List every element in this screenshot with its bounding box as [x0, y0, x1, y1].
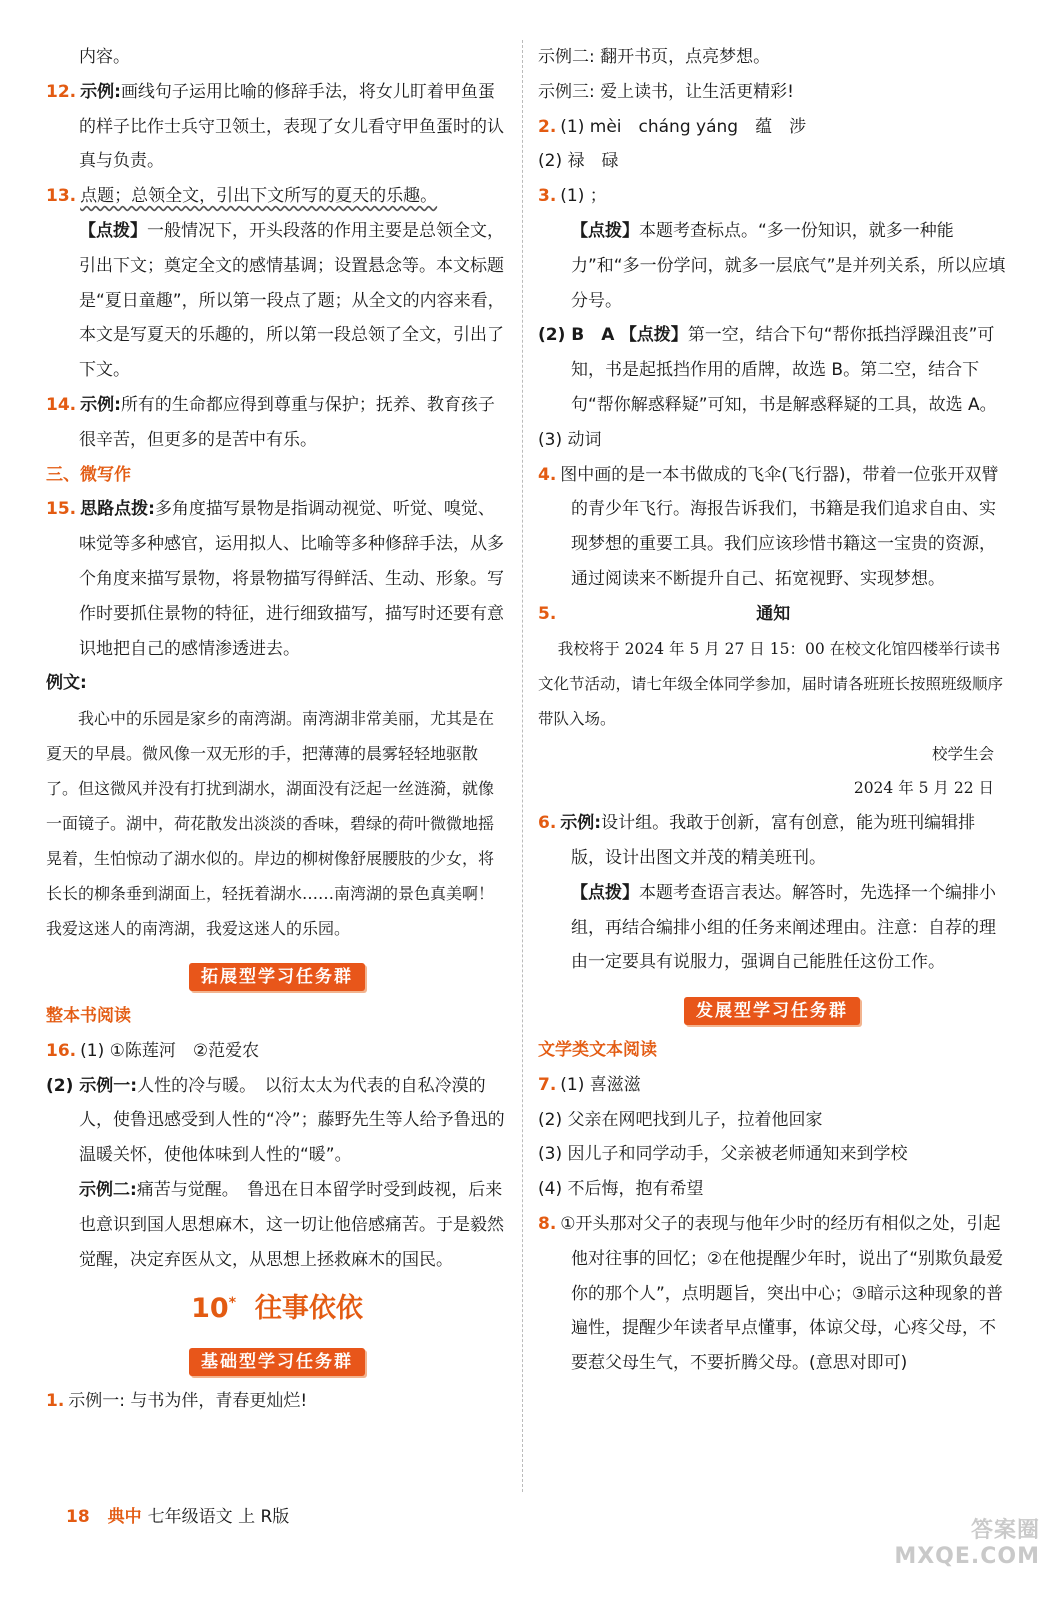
- notice-body: [538, 632, 1006, 737]
- banner-develop: 发展型学习任务群: [684, 997, 860, 1025]
- question-2-part-2: (2) 禄 碌: [538, 151, 619, 172]
- section-heading-micro-writing: 三、微写作: [46, 464, 131, 485]
- page-number: 18: [66, 1507, 90, 1527]
- question-8: [538, 1207, 1006, 1381]
- question-14: [46, 388, 508, 458]
- column-divider: [522, 40, 523, 1492]
- question-number: 3.: [538, 186, 557, 207]
- tip-label: 【点拨】: [571, 882, 639, 903]
- text-line: 内容。: [79, 47, 130, 67]
- question-16-part-2: [46, 1069, 508, 1173]
- answer-label: (2) 示例一:: [46, 1075, 138, 1096]
- question-number: 14.: [46, 394, 77, 415]
- question-number: 4.: [538, 464, 557, 485]
- answer-text: 图中画的是一本书做成的飞伞(飞行器)，带着一位张开双臂的青少年飞行。海报告诉我们，书籍是我们追求自由、实现梦想的重要工具。我们应该珍惜书籍这一宝贵的资源，通过阅读来不断提升自己、拓宽视野、实现梦想。: [560, 464, 999, 589]
- answer-text: 多角度描写景物是指调动视觉、听觉、嗅觉、味觉等多种感官，运用拟人、比喻等多种修辞手法，从多个角度来描写景物，将景物描写得鲜活、生动、形象。写作时要抓住景物的特征，进行细致描写，描写时还要有意识地把自己的感情渗透进去。: [79, 499, 504, 659]
- answer-label: 示例:: [560, 813, 602, 834]
- answer-text: (1) ；: [560, 186, 607, 207]
- question-12: [46, 75, 508, 179]
- banner-basic: 基础型学习任务群: [189, 1348, 365, 1376]
- banner-expand: 拓展型学习任务群: [189, 963, 365, 991]
- page-footer: [66, 1500, 289, 1534]
- question-16: [46, 1034, 508, 1069]
- subheading-whole-book: 整本书阅读: [46, 1005, 131, 1026]
- banner-basic-wrap: [46, 1345, 508, 1380]
- answer-text: 点题；总领全文，引出下文所写的夏天的乐趣。: [80, 186, 438, 207]
- left-column: [46, 40, 508, 1419]
- question-7-part-4: (4) 不后悔，抱有希望: [538, 1179, 704, 1200]
- question-4: [538, 458, 1006, 597]
- question-15: [46, 492, 508, 666]
- question-number: 7.: [538, 1074, 557, 1095]
- tip-6: [538, 876, 1006, 980]
- question-7-part-2: (2) 父亲在网吧找到儿子，拉着他回家: [538, 1109, 823, 1130]
- answer-text: 痛苦与觉醒。 鲁迅在日本留学时受到歧视，后来也意识到国人思想麻木，这一切让他倍感痛苦。于是毅然觉醒，决定弃医从文，从思想上拯救麻木的国民。: [79, 1179, 504, 1270]
- question-number: 16.: [46, 1040, 77, 1061]
- question-3-part-2: [538, 318, 1006, 422]
- answer-label: 示例:: [80, 394, 121, 415]
- question-7-part-3: (3) 因儿子和同学动手，父亲被老师通知来到学校: [538, 1144, 908, 1165]
- banner-expand-wrap: [46, 960, 508, 995]
- question-number: 1.: [46, 1391, 65, 1412]
- answer-text: ①开头那对父子的表现与他年少时的经历有相似之处，引起他对往事的回忆；②在他提醒少年时，说出了“别欺负最爱你的那个人”，点明题旨，突出中心；③暗示这种现象的普遍性，提醒少年读者早点懂事，体谅父母，心疼父母，不要惹父母生气，不要折腾父母。(意思对即可): [560, 1213, 1004, 1374]
- brand-logo: 典中: [107, 1507, 142, 1527]
- example-label: 例文:: [46, 673, 87, 694]
- answer-text: (1) 喜滋滋: [560, 1074, 641, 1095]
- right-column: [538, 40, 1006, 1381]
- answer-label: (2) B A: [538, 325, 615, 346]
- question-7: [538, 1068, 1006, 1103]
- question-3: [538, 179, 1006, 214]
- question-2: [538, 110, 1006, 145]
- notice-signature: 校学生会: [931, 744, 994, 763]
- answer-label: 示例二:: [79, 1179, 137, 1200]
- question-13: [46, 179, 508, 214]
- answer-label: 思路点拨:: [80, 499, 155, 520]
- question-number: 5.: [538, 603, 557, 624]
- subheading-literary-reading: 文学类文本阅读: [538, 1039, 657, 1060]
- tip-text: 本题考查语言表达。解答时，先选择一个编排小组，再结合编排小组的任务来阐述理由。注意：自荐的理由一定要具有说服力，强调自己能胜任这份工作。: [571, 882, 996, 973]
- answer-text: 画线句子运用比喻的修辞手法，将女儿盯着甲鱼蛋的样子比作士兵守卫领土，表现了女儿看守甲鱼蛋时的认真与负责。: [79, 81, 504, 172]
- tip-3: [538, 214, 1006, 318]
- answer-text: (1) ①陈莲河 ②范爱农: [80, 1040, 260, 1061]
- tip-label: 【点拨】: [79, 220, 147, 241]
- tip-text: 第一空，结合下句“帮你抵挡浮躁沮丧”可知，书是起抵挡作用的盾牌，故选 B。第二空，结合下句“帮你解惑释疑”可知，书是解惑释疑的工具，故选 A。: [571, 325, 997, 415]
- tip-text: 一般情况下，开头段落的作用主要是总领全文，引出下文；奠定全文的感情基调；设置悬念等。本文标题是“夏日童趣”，所以第一段点了题；从全文的内容来看，本文是写夏天的乐趣的，所以第一段总领了全文，引出了下文。: [79, 220, 505, 381]
- question-3-part-3: (3) 动词: [538, 429, 602, 450]
- text-line: 示例二: 翻开书页，点亮梦想。: [538, 47, 771, 67]
- answer-label: 示例:: [80, 81, 121, 102]
- question-6: [538, 806, 1006, 876]
- question-number: 13.: [46, 186, 77, 207]
- question-1: [46, 1384, 508, 1419]
- watermark: 答案圈 MXQE.COM: [894, 1518, 1040, 1569]
- question-number: 15.: [46, 499, 77, 520]
- lesson-number: 10: [191, 1293, 229, 1325]
- question-number: 12.: [46, 81, 77, 102]
- question-number: 6.: [538, 813, 557, 834]
- answer-text: 示例一: 与书为伴，青春更灿烂!: [68, 1391, 308, 1412]
- answer-text: 设计组。我敢于创新，富有创意，能为班刊编辑排版，设计出图文并茂的精美班刊。: [571, 813, 976, 868]
- notice-title: 通知: [756, 603, 791, 624]
- example-essay: 我心中的乐园是家乡的南湾湖。南湾湖非常美丽，尤其是在夏天的早晨。微风像一双无形的手，把薄薄的晨雾轻轻地驱散了。但这微风并没有打扰到湖水，湖面没有泛起一丝涟漪，就像一面镜子。湖中，荷花散发出淡淡的香味，碧绿的荷叶微微地摇晃着，生怕惊动了湖水似的。岸边的柳树像舒展腰肢的少女，将长长的柳条垂到湖面上，轻抚着湖水……南湾湖的景色真美啊！我爱这迷人的南湾湖，我爱这迷人的乐园。: [46, 709, 495, 939]
- lesson-name: 往事依依: [254, 1293, 363, 1325]
- question-5: [538, 597, 1006, 632]
- question-number: 2.: [538, 116, 557, 137]
- question-16-example-2: [46, 1173, 508, 1277]
- tip-13: [46, 214, 508, 388]
- notice-text: 我校将于 2024 年 5 月 27 日 15：00 在校文化馆四楼举行读书文化节活动，请七年级全体同学参加，届时请各班班长按照班级顺序带队入场。: [538, 639, 1004, 728]
- tip-label: 【点拨】: [571, 220, 639, 241]
- tip-text: 本题考查标点。“多一份知识，就多一种能力”和“多一份学问，就多一层底气”是并列关系，所以应填分号。: [571, 220, 1006, 311]
- answer-text: 人性的冷与暖。 以衍太太为代表的自私冷漠的人，使鲁迅感受到人性的“冷”；藤野先生等人给予鲁迅的温暖关怀，使他体味到人性的“暖”。: [79, 1075, 505, 1166]
- text-line: 示例三: 爱上读书，让生活更精彩!: [538, 81, 794, 102]
- tip-label: 【点拨】: [619, 325, 688, 346]
- banner-develop-wrap: [538, 994, 1006, 1029]
- answer-text: 所有的生命都应得到尊重与保护；抚养、教育孩子很辛苦，但更多的是苦中有乐。: [79, 394, 495, 450]
- question-number: 8.: [538, 1213, 557, 1234]
- book-title: 七年级语文 上 R版: [147, 1507, 290, 1527]
- lesson-star: *: [228, 1295, 237, 1312]
- notice-date: 2024 年 5 月 22 日: [853, 779, 994, 798]
- answer-text: (1) mèi cháng yáng 蕴 涉: [560, 116, 807, 137]
- lesson-title: [46, 1281, 508, 1331]
